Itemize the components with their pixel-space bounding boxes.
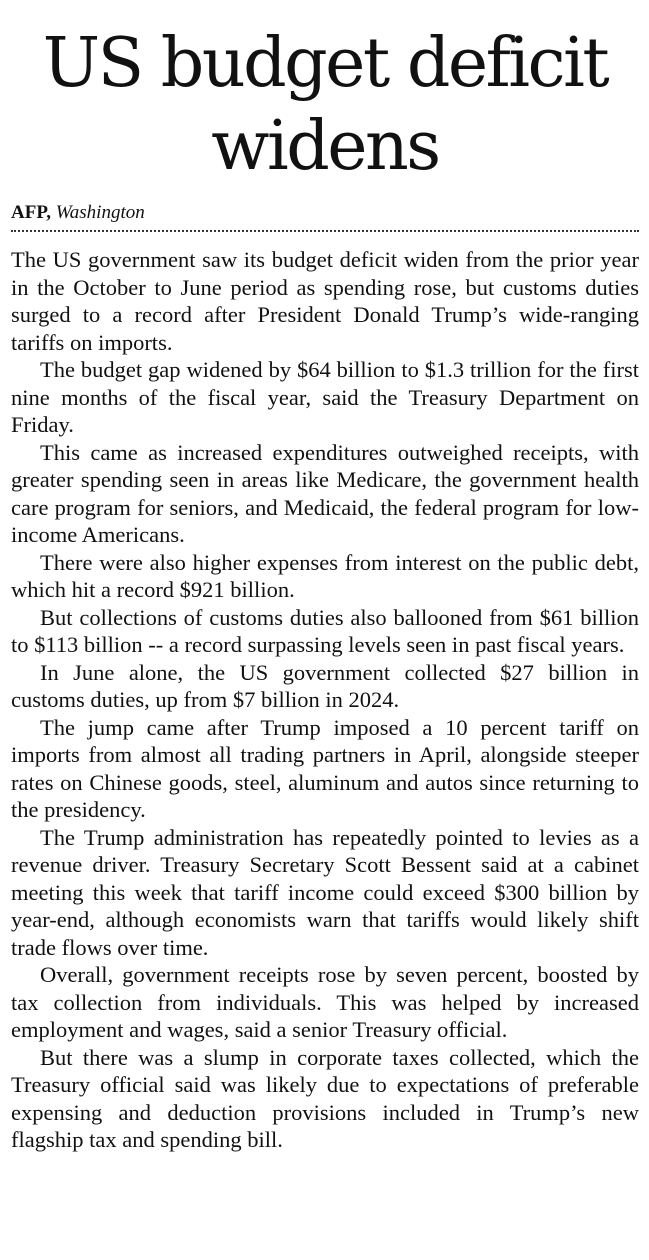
- byline: [11, 202, 639, 226]
- paragraph-4: There were also higher expenses from interest on the public debt, which hit a record $921 billion.: [11, 549, 639, 602]
- paragraph-1: The US government saw its budget deficit widen from the prior year in the October to June period as spending rose, but customs duties surged to a record after President Donald Trump’s wide-ranging tariffs on imports.: [11, 247, 639, 355]
- headline: US budget deficit widens: [42, 24, 608, 186]
- paragraph-2: The budget gap widened by $64 billion to $1.3 trillion for the first nine months of the fiscal year, said the Treasury Department on Friday.: [11, 357, 639, 437]
- byline-location: Washington: [55, 202, 145, 223]
- paragraph-10: But there was a slump in corporate taxes collected, which the Treasury official said was likely due to expectations of preferable expensing and deduction provisions included in Trump’s new flagship tax and spending bill.: [11, 1044, 639, 1152]
- paragraph-5: But collections of customs duties also ballooned from $61 billion to $113 billion -- a record surpassing levels seen in past fiscal years.: [11, 604, 639, 657]
- dotted-divider: [11, 230, 639, 232]
- paragraph-7: The jump came after Trump imposed a 10 percent tariff on imports from almost all trading partners in April, alongside steeper rates on Chinese goods, steel, aluminum and autos since returning to the presidency.: [11, 714, 639, 822]
- article-body: [11, 246, 639, 1154]
- paragraph-6: In June alone, the US government collected $27 billion in customs duties, up from $7 billion in 2024.: [11, 659, 639, 712]
- paragraph-9: Overall, government receipts rose by seven percent, boosted by tax collection from individuals. This was helped by increased employment and wages, said a senior Treasury official.: [11, 962, 639, 1042]
- paragraph-3: This came as increased expenditures outweighed receipts, with greater spending seen in areas like Medicare, the government health care program for seniors, and Medicaid, the federal program for low-income Americans.: [11, 439, 639, 547]
- byline-agency: AFP,: [11, 202, 51, 223]
- paragraph-8: The Trump administration has repeatedly pointed to levies as a revenue driver. Treasury Secretary Scott Bessent said at a cabinet meeting this week that tariff income could exceed $300 billion by year-end, although economists warn that tariffs would likely shift trade flows over time.: [11, 824, 639, 960]
